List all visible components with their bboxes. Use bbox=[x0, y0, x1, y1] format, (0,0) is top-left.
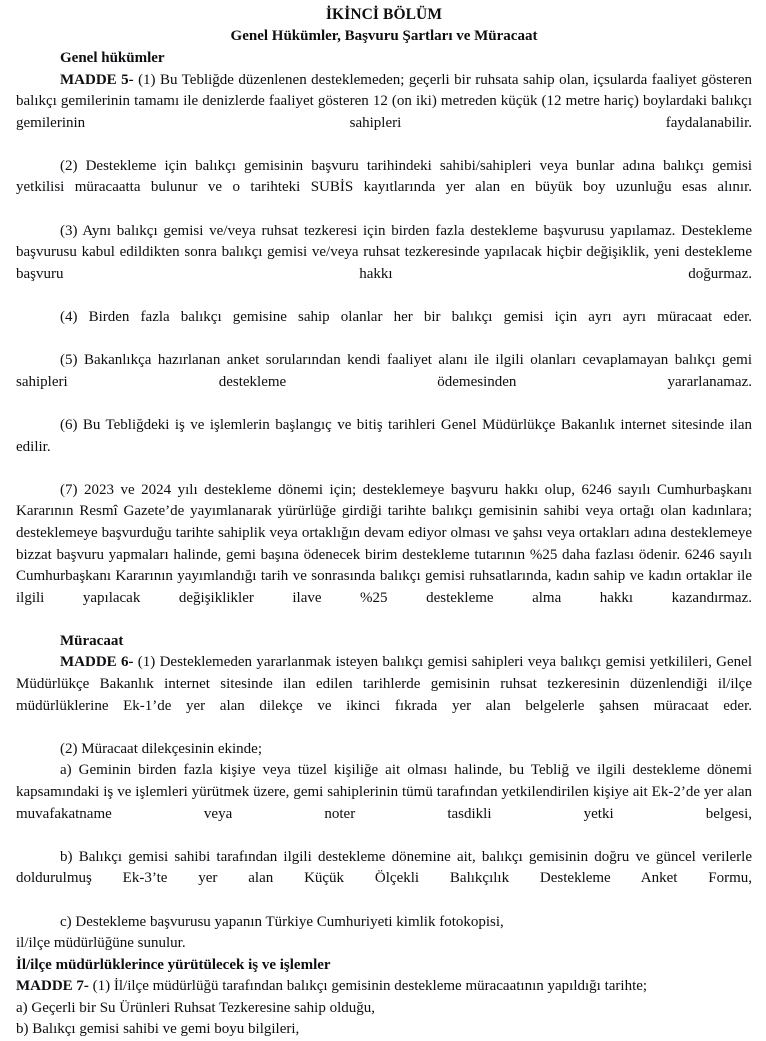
chapter-subtitle: Genel Hükümler, Başvuru Şartları ve Müracaat bbox=[230, 27, 538, 44]
article6-paragraph-1-text: (1) Desteklemeden yararlanmak isteyen balıkçı gemisi sahipleri veya balıkçı gemisi yetkilileri, Genel Müdürlükçe Bakanlık internet sitesinde ilan edilen tarihlerde gemisinin ruhsat tezkeresinin düzenlendiği il/ilçe müdürlüklerine Ek-1’de yer alan dilekçe ve ikinci fıkrada yer alan belgelerle şahsen müracaat eder. bbox=[16, 654, 752, 714]
article5-paragraph-6: (6) Bu Tebliğdeki iş ve işlemlerin başlangıç ve bitiş tarihleri Genel Müdürlükçe Bakanlık internet sitesinde ilan edilir. bbox=[16, 417, 752, 455]
article6-closing-line: il/ilçe müdürlüğüne sunulur. bbox=[16, 935, 186, 952]
article6-label: MADDE 6- bbox=[60, 654, 134, 671]
heading-il-ilce-mudurlukleri: İl/ilçe müdürlüklerince yürütülecek iş ve işlemler bbox=[16, 956, 331, 973]
article7-item-a: a) Geçerli bir Su Ürünleri Ruhsat Tezkeresine sahip olduğu, bbox=[16, 999, 375, 1016]
article6-paragraph-1 bbox=[16, 652, 752, 738]
heading-muracaat: Müracaat bbox=[60, 632, 124, 649]
article5-paragraph-1-text: (1) Bu Tebliğde düzenlenen desteklemeden; geçerli bir ruhsata sahip olan, içsularda faaliyet gösteren balıkçı gemilerinin tamamı ile denizlerde faaliyet gösteren 12 (on iki) metreden küçük (12 metre hariç) boylardaki balıkçı gemilerinin sahipleri faydalanabilir. bbox=[16, 71, 752, 131]
article5-paragraph-1 bbox=[16, 70, 752, 156]
article6-paragraph-2-lead: (2) Müracaat dilekçesinin ekinde; bbox=[60, 740, 263, 757]
article6-item-c: c) Destekleme başvurusu yapanın Türkiye Cumhuriyeti kimlik fotokopisi, bbox=[60, 913, 504, 930]
article5-paragraph-2: (2) Destekleme için balıkçı gemisinin başvuru tarihindeki sahibi/sahipleri veya bunlar adına balıkçı gemisi yetkilisi müracaatta bulunur ve o tarihteki SUBİS kayıtlarında yer alan en büyük boy uzunluğu esas alınır. bbox=[16, 157, 752, 196]
article7-item-b: b) Balıkçı gemisi sahibi ve gemi boyu bilgileri, bbox=[16, 1021, 300, 1038]
article5-label: MADDE 5- bbox=[60, 71, 134, 88]
chapter-title: İKİNCİ BÖLÜM bbox=[325, 6, 443, 23]
heading-genel-hukumler: Genel hükümler bbox=[60, 50, 165, 66]
article6-item-a: a) Geminin birden fazla kişiye veya tüzel kişiliğe ait olması halinde, bu Tebliğ ve ilgili destekleme dönemi kapsamındaki iş ve işlemleri yürütmek üzere, gemi sahiplerinin tümü tarafından yetkilendirilen kişiye ait Ek-2’de yer alan muvafakatname veya noter tasdikli yetki belgesi, bbox=[16, 762, 752, 822]
article5-paragraph-4: (4) Birden fazla balıkçı gemisine sahip olanlar her bir balıkçı gemisi için ayrı ayrı müracaat eder. bbox=[60, 309, 752, 326]
article5-paragraph-5: (5) Bakanlıkça hazırlanan anket sorularından kendi faaliyet alanı ile ilgili olanları cevaplamayan balıkçı gemi sahipleri destekleme ödemesinden yararlanamaz. bbox=[16, 352, 752, 390]
article6-item-b: b) Balıkçı gemisi sahibi tarafından ilgili destekleme dönemine ait, balıkçı gemisinin doğru ve güncel verilerle doldurulmuş Ek-3’te yer alan Küçük Ölçekli Balıkçılık Destekleme Anket Formu, bbox=[16, 848, 752, 887]
article7-paragraph-1 bbox=[16, 976, 752, 998]
article5-paragraph-7: (7) 2023 ve 2024 yılı destekleme dönemi için; desteklemeye başvuru hakkı olup, 6246 sayılı Cumhurbaşkanı Kararının Resmî Gazete’de yayımlanarak yürürlüğe girdiği tarihte balıkçı gemisinin sahibi veya ortağı olan kadınlara; desteklemeye başvurduğu tarihte sahiplik veya ortaklığın devam ediyor olması ve şahsı veya ortakları adına desteklemeye bizzat başvuru yapmaları halinde, gemi başına ödenecek birim destekleme tutarının %25 daha fazlası ödenir. 6246 sayılı Cumhurbaşkanı Kararının yayımlandığı tarih ve sonrasında balıkçı gemisi ruhsatlarında, kadın sahip ve kadın ortaklar ile ilgili yapılacak değişiklikler ilave %25 destekleme alma hakkı kazandırmaz. bbox=[16, 481, 752, 606]
article7-paragraph-1-text: (1) İl/ilçe müdürlüğü tarafından balıkçı gemisinin destekleme müracaatının yapıldığı tarihte; bbox=[92, 978, 648, 995]
article7-label: MADDE 7- bbox=[16, 978, 89, 995]
article5-paragraph-3: (3) Aynı balıkçı gemisi ve/veya ruhsat tezkeresi için birden fazla destekleme başvurusu yapılamaz. Destekleme başvurusu kabul edildikten sonra balıkçı gemisi ve/veya ruhsat tezkeresinde yapılacak hiçbir değişiklik, yeni destekleme başvuru hakkı doğurmaz. bbox=[16, 222, 752, 282]
